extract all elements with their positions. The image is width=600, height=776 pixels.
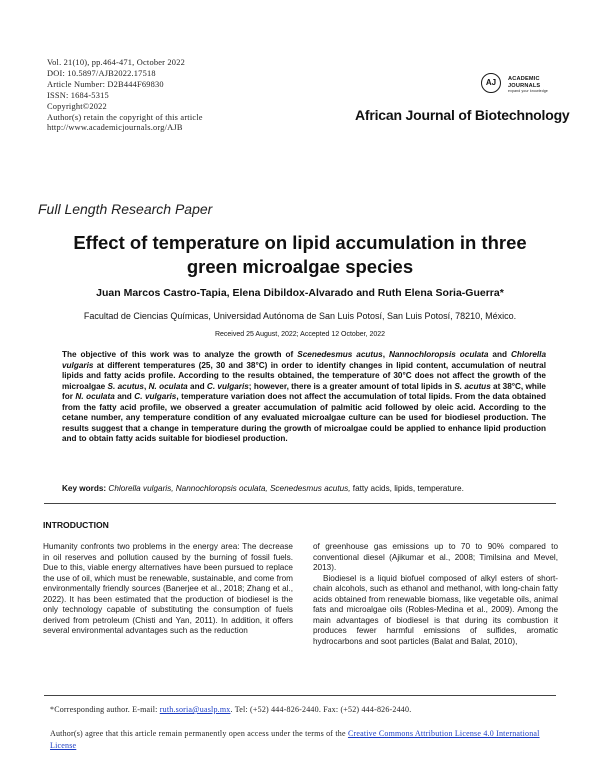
intro-paragraph: Humanity confronts two problems in the energy area: The decrease in oil reserves and pollution caused by the burning of fossil fuels. Due to this, viable energy alternatives have been pursued to replace the use of oil, which must be renewable, sustainable, and come from environmentally friendly sources (Banerjee et al., 2018; Zhang et al., 2022). It has been estimated that the production of biodiesel is the only technology capable of substituting the consumption of fuels derived from petroleum (Chisti and Yan, 2011). In addition, it offers several environmental advantages such as the reduction (43, 542, 293, 635)
article-title (40, 231, 560, 279)
publisher-logo-text (508, 76, 548, 94)
logo-line-2: JOURNALS (508, 82, 541, 89)
affiliation: Facultad de Ciencias Químicas, Universidad Autónoma de San Luis Potosí, San Luis Potosí, 78210, México. (83, 311, 517, 321)
keywords-label: Key words: (62, 484, 107, 493)
author-list: Juan Marcos Castro-Tapia, Elena Dibildox-Alvarado and Ruth Elena Soria-Guerra* (96, 287, 504, 299)
keywords-plain: fatty acids, lipids, temperature. (350, 484, 464, 493)
meta-volume: Vol. 21(10), pp.464-471, October 2022 (47, 58, 185, 67)
meta-url[interactable]: http://www.academicjournals.org/AJB (47, 123, 183, 133)
corresponding-author: *Corresponding author. E-mail: ruth.soria@uaslp.mx. Tel: (+52) 444-826-2440. Fax: (+52) 444-826-2440. (50, 705, 412, 714)
journal-name: African Journal of Biotechnology (355, 107, 570, 123)
received-dates: Received 25 August, 2022; Accepted 12 October, 2022 (214, 331, 386, 338)
meta-retain: Author(s) retain the copyright of this article (47, 112, 203, 122)
article-meta (47, 58, 203, 134)
logo-line-3: expand your knowledge (508, 89, 549, 94)
journal-logo-icon: AJ (481, 73, 501, 93)
license-notice: Author(s) agree that this article remain permanently open access under the terms of the Creative Commons Attribution License 4.0 International License (50, 729, 540, 750)
intro-paragraph-continued: of greenhouse gas emissions up to 70 to 90% compared to conventional diesel (Ajikumar et al., 2008; Timilsina and Mevel, 2013). (313, 542, 558, 572)
logo-line-1: ACADEMIC (508, 76, 540, 82)
email-link[interactable]: ruth.soria@uaslp.mx (159, 705, 231, 714)
keywords-italic: Chlorella vulgaris, Nannochloropsis oculata, Scenedesmus acutus, (106, 484, 351, 493)
meta-article-number: Article Number: D2B444F69830 (47, 79, 164, 89)
meta-issn: ISSN: 1684-5315 (47, 90, 109, 100)
title-line-2: green microalgae species (186, 256, 414, 277)
section-divider (44, 503, 556, 504)
intro-right-column (313, 542, 558, 647)
introduction-heading: INTRODUCTION (43, 520, 109, 530)
abstract: The objective of this work was to analyze the growth of Scenedesmus acutus, Nannochloropsis oculata and Chlorella vulgaris at different temperatures (25, 30 and 38°C) in order to identify changes in lipid content, accumulation of neutral lipids and fatty acids profile. According to the results obtained, the temperature of 30°C does not affect the growth of the microalgae S. acutus, N. oculata and C. vulgaris; however, there is a greater amount of total lipids in S. acutus at 38°C, while for N. oculata and C. vulgaris, temperature variation does not affect the accumulation of total lipids. From the data obtained from the fatty acid profile, we observed a greater accumulation of palmitic acid followed by oleic acid. According to the cetane number, any temperature condition of any evaluated microalgae culture can be used for biodiesel production. The results suggest that a change in temperature during the growth of microalgae could be applied to enhance lipid production and to obtain fatty acids suitable for biodiesel production. (62, 350, 547, 443)
intro-paragraph-biodiesel: Biodiesel is a liquid biofuel composed of alkyl esters of short-chain alcohols, such as ethanol and methanol, with long-chain fatty acids obtained from renewable biomass, like vegetable oils, animal fats and microalgae oils (Robles-Medina et al., 2009). Among the main advantages of biodiesel is that during its combustion it produces fewer harmful emissions of sulfides, aromatic hydrocarbons and soot particles (Balat and Balat, 2010), (313, 573, 558, 646)
paper-type: Full Length Research Paper (38, 201, 213, 217)
intro-left-column (43, 542, 293, 637)
title-line-1: Effect of temperature on lipid accumulation in three (73, 232, 527, 253)
keywords (62, 484, 552, 493)
license-link[interactable]: Creative Commons Attribution License 4.0 International License (50, 729, 540, 750)
footnote-divider (44, 695, 556, 696)
meta-doi: DOI: 10.5897/AJB2022.17518 (47, 68, 156, 78)
meta-copyright: Copyright©2022 (47, 101, 107, 111)
